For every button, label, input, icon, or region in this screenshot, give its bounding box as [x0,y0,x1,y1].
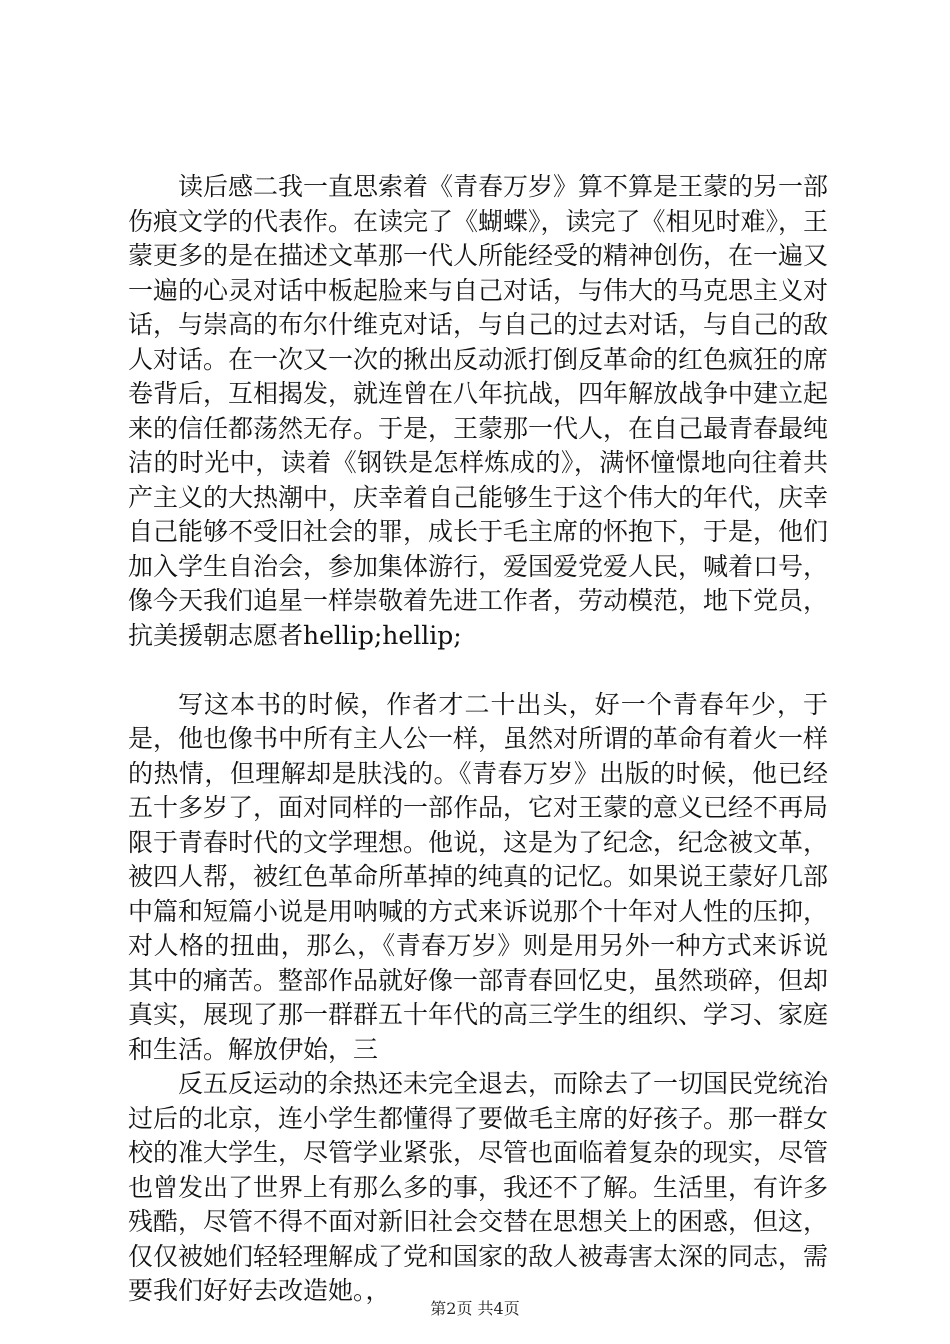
paragraph-spacer [128,653,828,688]
paragraph-1: 读后感二我一直思索着《青春万岁》算不算是王蒙的另一部伤痕文学的代表作。在读完了《蝴蝶》，读完了《相见时难》，王蒙更多的是在描述文革那一代人所能经受的精神创伤，在一遍又一遍的心灵对话中板起脸来与自己对话，与伟大的马克思主义对话，与崇高的布尔什维克对话，与自己的过去对话，与自己的敌人对话。在一次又一次的揪出反动派打倒反革命的红色疯狂的席卷背后，互相揭发，就连曾在八年抗战，四年解放战争中建立起来的信任都荡然无存。于是，王蒙那一代人，在自己最青春最纯洁的时光中，读着《钢铁是怎样炼成的》，满怀憧憬地向往着共产主义的大热潮中，庆幸着自己能够生于这个伟大的年代，庆幸自己能够不受旧社会的罪，成长于毛主席的怀抱下，于是，他们加入学生自治会，参加集体游行，爱国爱党爱人民，喊着口号，像今天我们追星一样崇敬着先进工作者，劳动模范，地下党员，抗美援朝志愿者hellip;hellip; [128,172,829,650]
paragraph-3: 反五反运动的余热还未完全退去，而除去了一切国民党统治过后的北京，连小学生都懂得了要做毛主席的好孩子。那一群女校的准大学生，尽管学业紧张，尽管也面临着复杂的现实，尽管也曾发出了世界上有那么多的事，我还不了解。生活里，有许多残酷，尽管不得不面对新旧社会交替在思想关上的困惑，但这，仅仅被她们轻轻理解成了党和国家的敌人被毒害太深的同志，需要我们好好去改造她。， [128,1069,829,1305]
paragraph-2: 写这本书的时候，作者才二十出头，好一个青春年少，于是，他也像书中所有主人公一样，虽然对所谓的革命有着火一样的热情，但理解却是肤浅的。《青春万岁》出版的时候，他已经五十多岁了，面对同样的一部作品，它对王蒙的意义已经不再局限于青春时代的文学理想。他说，这是为了纪念，纪念被文革，被四人帮，被红色革命所革掉的纯真的记忆。如果说王蒙好几部中篇和短篇小说是用呐喊的方式来诉说那个十年对人性的压抑，对人格的扭曲，那么，《青春万岁》则是用另外一种方式来诉说其中的痛苦。整部作品就好像一部青春回忆史，虽然琐碎，但却真实，展现了那一群群五十年代的高三学生的组织、学习、家庭和生活。解放伊始，三 [128,689,829,1064]
document-body [128,170,828,1309]
page-number-footer: 第2页 共4页 [430,1299,520,1318]
